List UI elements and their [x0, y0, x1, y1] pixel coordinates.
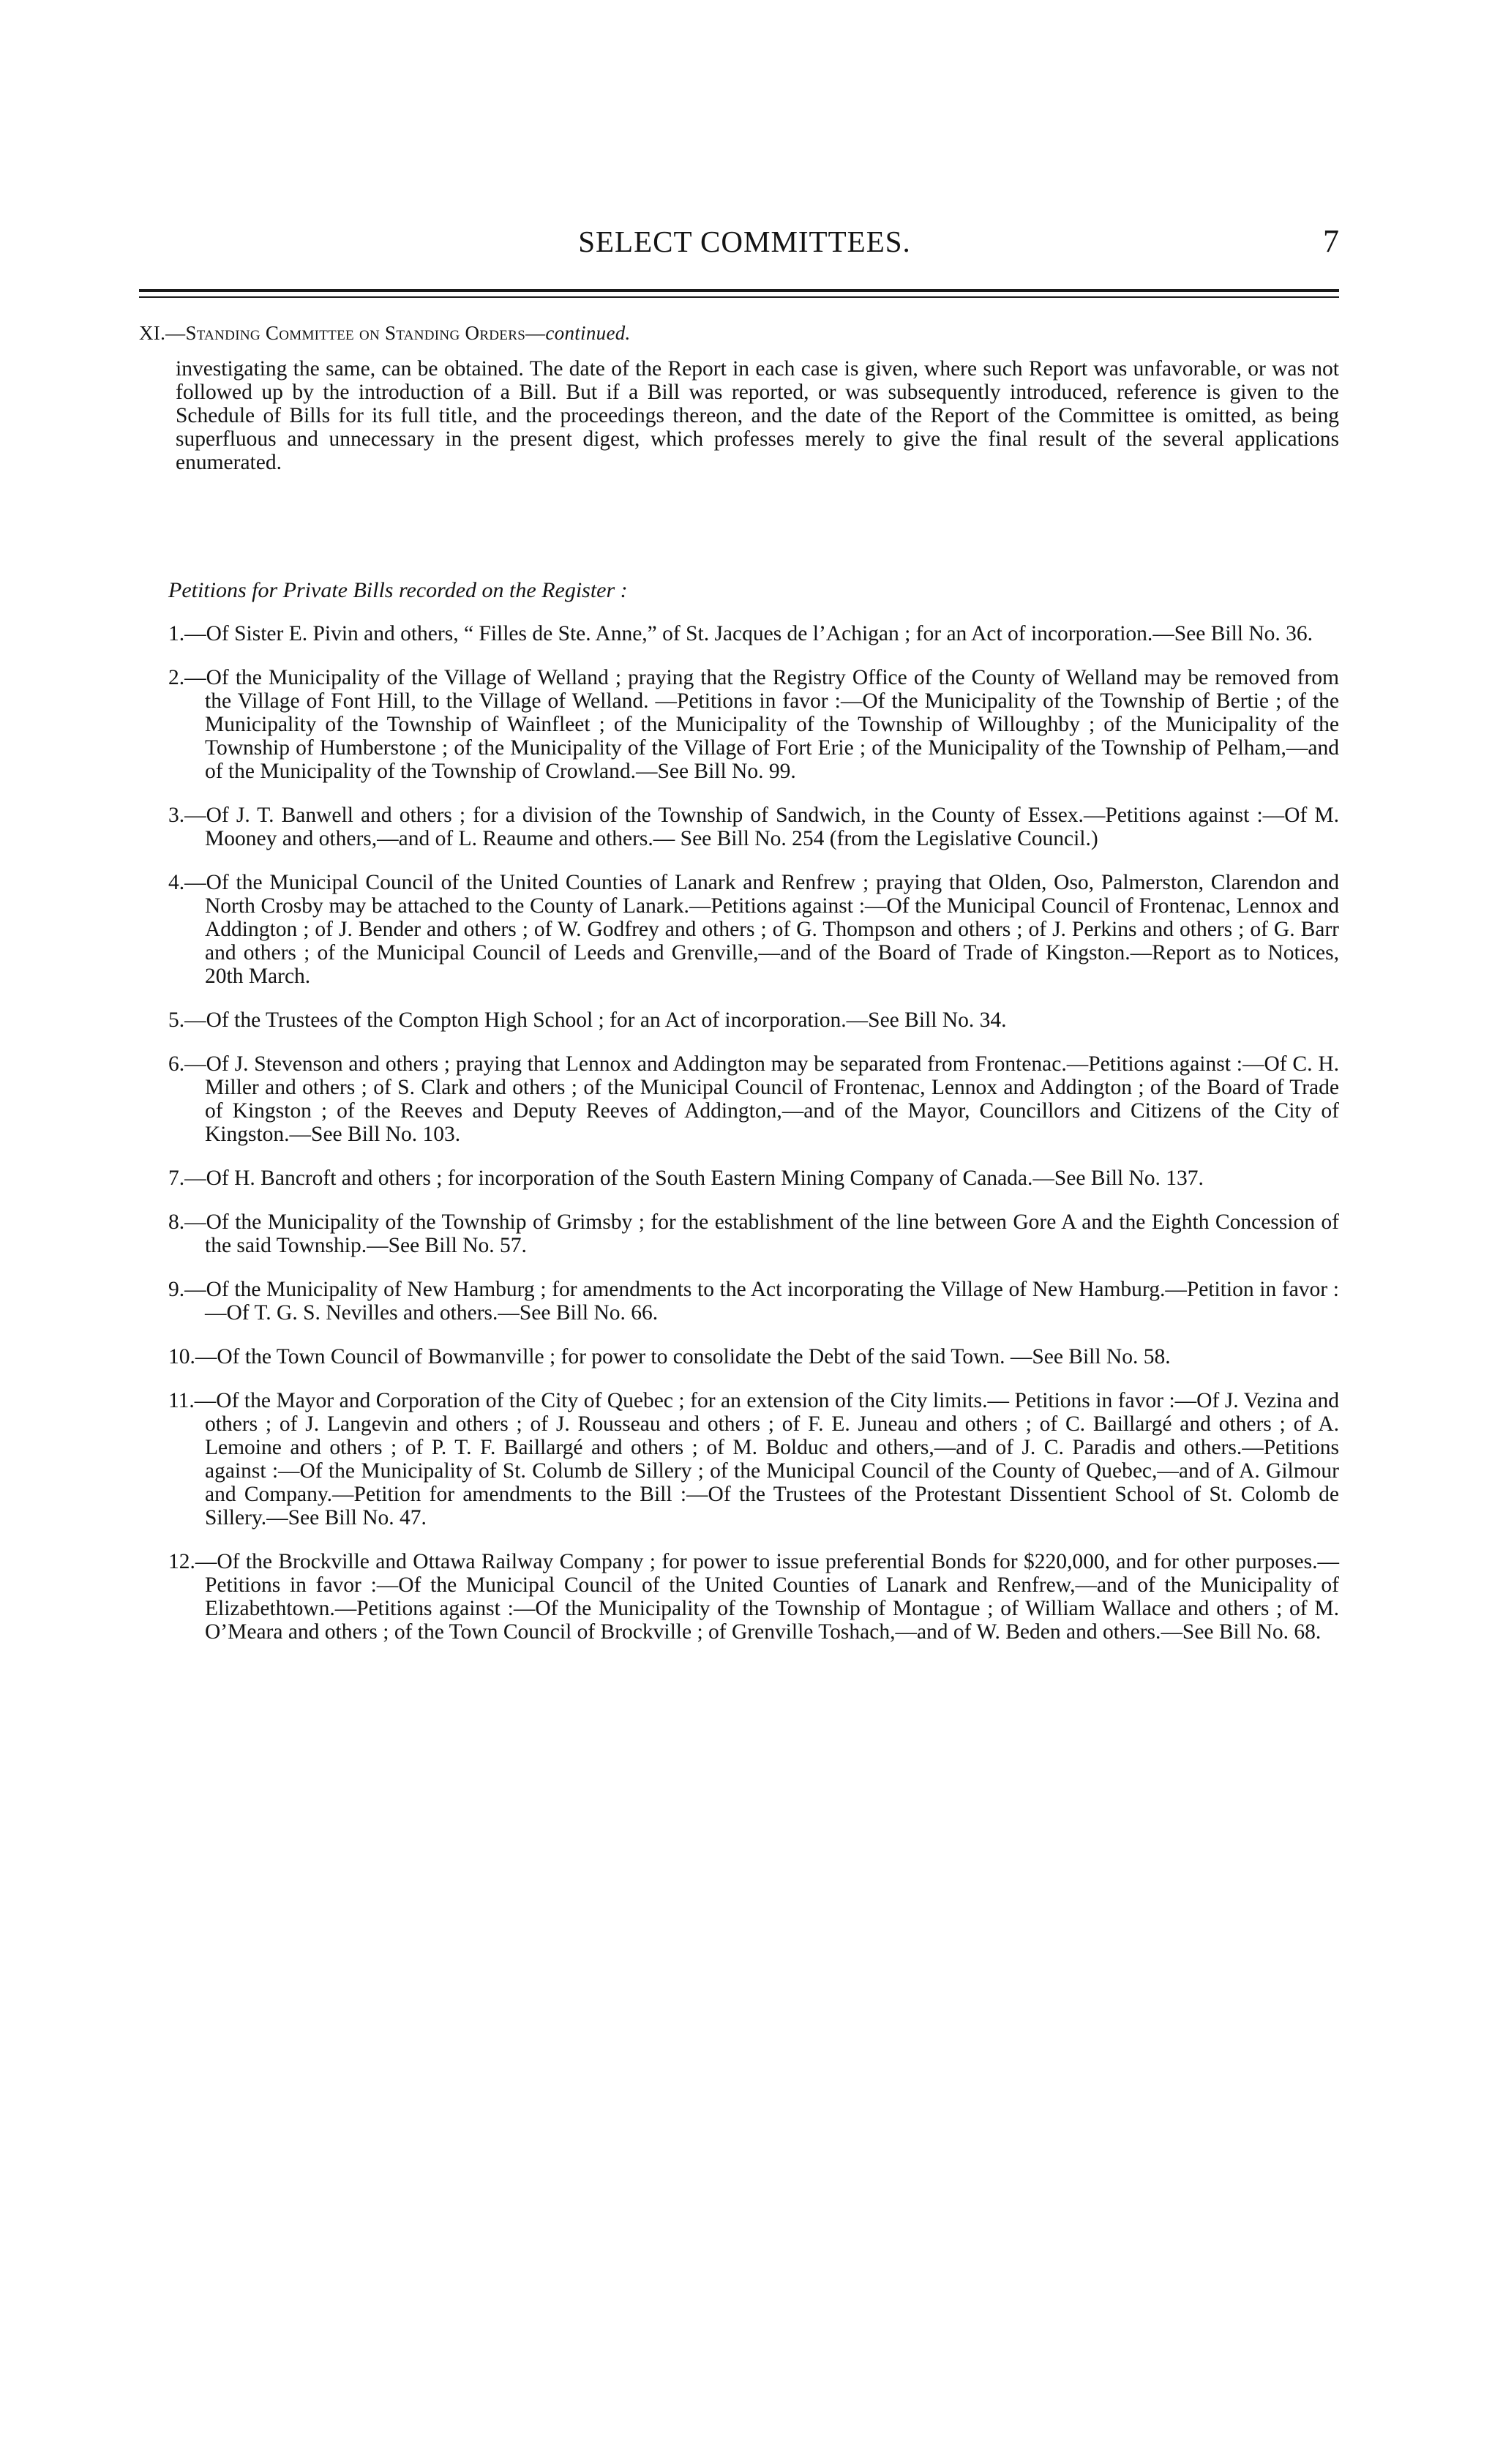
petition-entry-2	[139, 666, 1339, 783]
entry-text: Of the Municipality of New Hamburg ; for amendments to the Act incorporating the Village of New Hamburg.—Petition in favor :—Of T. G. S. Nevilles and others.—See Bill No. 66.	[205, 1278, 1339, 1325]
entry-number: 1.—	[168, 622, 206, 645]
intro-paragraph: investigating the same, can be obtained. The date of the Report in each case is given, where such Report was unfavorable, or was not followed up by the introduction of a Bill. But if a Bill was reported, or was subsequently introduced, reference is given to the Schedule of Bills for its full title, and the proceedings thereon, and the date of the Report of the Committee is omitted, as being superfluous and unnecessary in the present digest, which professes merely to give the final result of the several applications enumerated.	[176, 357, 1339, 474]
entry-number: 10.—	[168, 1345, 217, 1368]
entry-number: 4.—	[168, 871, 206, 894]
petition-entry-8	[139, 1210, 1339, 1257]
entry-text: Of the Mayor and Corporation of the City of Quebec ; for an extension of the City limits.— Petitions in favor :—Of J. Vezina and others ; of J. Langevin and others ; of J. Rousseau and others ; of F. E. Juneau and others ; of C. Baillargé and others ; of A. Lemoine and others ; of P. T. F. Baillargé and others ; of M. Bolduc and others,—and of J. C. Paradis and others.—Petitions against :—Of the Municipality of St. Columb de Sillery ; of the Municipal Council of the County of Quebec,—and of A. Gilmour and Company.—Petition for amendments to the Bill :—Of the Trustees of the Protestant Dissentient School of St. Colomb de Sillery.—See Bill No. 47.	[205, 1389, 1339, 1529]
page-number: 7	[1323, 223, 1339, 259]
petition-entry-12	[139, 1550, 1339, 1644]
entry-text: Of the Municipality of the Village of Welland ; praying that the Registry Office of the County of Welland may be removed from the Village of Font Hill, to the Village of Welland. —Petitions in favor :—Of the Municipality of the Township of Bertie ; of the Municipality of the Township of Wainfleet ; of the Municipality of the Township of Willoughby ; of the Municipality of the Township of Humberstone ; of the Municipality of the Village of Fort Erie ; of the Municipality of the Township of Pelham,—and of the Municipality of the Township of Crowland.—See Bill No. 99.	[205, 666, 1339, 783]
entry-number: 5.—	[168, 1008, 206, 1032]
entry-number: 6.—	[168, 1052, 206, 1076]
entry-number: 2.—	[168, 666, 206, 689]
entry-text: Of the Trustees of the Compton High School ; for an Act of incorporation.—See Bill No. 34.	[206, 1008, 1007, 1032]
entry-text: Of J. Stevenson and others ; praying that Lennox and Addington may be separated from Frontenac.—Petitions against :—Of C. H. Miller and others ; of S. Clark and others ; of the Municipal Council of Frontenac, Lennox and Addington ; of the Board of Trade of Kingston ; of the Reeves and Deputy Reeves of Addington,—and of the Mayor, Councillors and Citizens of the City of Kingston.—See Bill No. 103.	[205, 1052, 1339, 1146]
petition-entry-11	[139, 1389, 1339, 1529]
entry-text: Of the Town Council of Bowmanville ; for power to consolidate the Debt of the said Town. —See Bill No. 58.	[217, 1345, 1171, 1368]
petition-entry-9	[139, 1278, 1339, 1325]
entry-text: Of J. T. Banwell and others ; for a division of the Township of Sandwich, in the County of Essex.—Petitions against :—Of M. Mooney and others,—and of L. Reaume and others.— See Bill No. 254 (from the Legislative Council.)	[205, 804, 1339, 850]
running-head	[150, 220, 1339, 263]
entry-text: Of the Municipality of the Township of Grimsby ; for the establishment of the line between Gore A and the Eighth Concession of the said Township.—See Bill No. 57.	[205, 1210, 1339, 1257]
petition-entry-1	[139, 622, 1339, 645]
entry-number: 8.—	[168, 1210, 206, 1234]
running-title: SELECT COMMITTEES.	[578, 225, 911, 258]
entry-number: 11.—	[168, 1389, 217, 1412]
petition-entry-5	[139, 1008, 1339, 1032]
entry-text: Of H. Bancroft and others ; for incorporation of the South Eastern Mining Company of Canada.—See Bill No. 137.	[206, 1167, 1204, 1190]
petition-entry-4	[139, 871, 1339, 988]
entry-number: 3.—	[168, 804, 206, 827]
section-heading-continued: continued.	[545, 322, 631, 344]
entry-number: 12.—	[168, 1550, 217, 1573]
entry-text: Of Sister E. Pivin and others, “ Filles de Ste. Anne,” of St. Jacques de l’Achigan ; for an Act of incorporation.—See Bill No. 36.	[206, 622, 1313, 645]
entry-text: Of the Municipal Council of the United Counties of Lanark and Renfrew ; praying that Olden, Oso, Palmerston, Clarendon and North Crosby may be attached to the County of Lanark.—Petitions against :—Of the Municipal Council of Frontenac, Lennox and Addington ; of J. Bender and others ; of W. Godfrey and others ; of G. Thompson and others ; of J. Perkins and others ; of G. Barr and others ; of the Municipal Council of Leeds and Grenville,—and of the Board of Trade of Kingston.—Report as to Notices, 20th March.	[205, 871, 1339, 988]
header-rule-thin	[139, 296, 1339, 298]
entry-number: 9.—	[168, 1278, 206, 1301]
petition-entry-10	[139, 1345, 1339, 1368]
petition-entry-7	[139, 1167, 1339, 1190]
petition-list	[139, 622, 1339, 1664]
section-heading-main: XI.—Standing Committee on Standing Orders—	[139, 322, 546, 344]
header-rule-thick	[139, 289, 1339, 292]
section-heading	[139, 322, 631, 345]
register-heading: Petitions for Private Bills recorded on the Register :	[168, 578, 628, 602]
petition-entry-3	[139, 804, 1339, 850]
entry-number: 7.—	[168, 1167, 206, 1190]
petition-entry-6	[139, 1052, 1339, 1146]
entry-text: Of the Brockville and Ottawa Railway Company ; for power to issue preferential Bonds for $220,000, and for other purposes.—Petitions in favor :—Of the Municipal Council of the United Counties of Lanark and Renfrew,—and of the Municipality of Elizabethtown.—Petitions against :—Of the Municipality of the Township of Montague ; of William Wallace and others ; of M. O’Meara and others ; of the Town Council of Brockville ; of Grenville Toshach,—and of W. Beden and others.—See Bill No. 68.	[205, 1550, 1339, 1644]
